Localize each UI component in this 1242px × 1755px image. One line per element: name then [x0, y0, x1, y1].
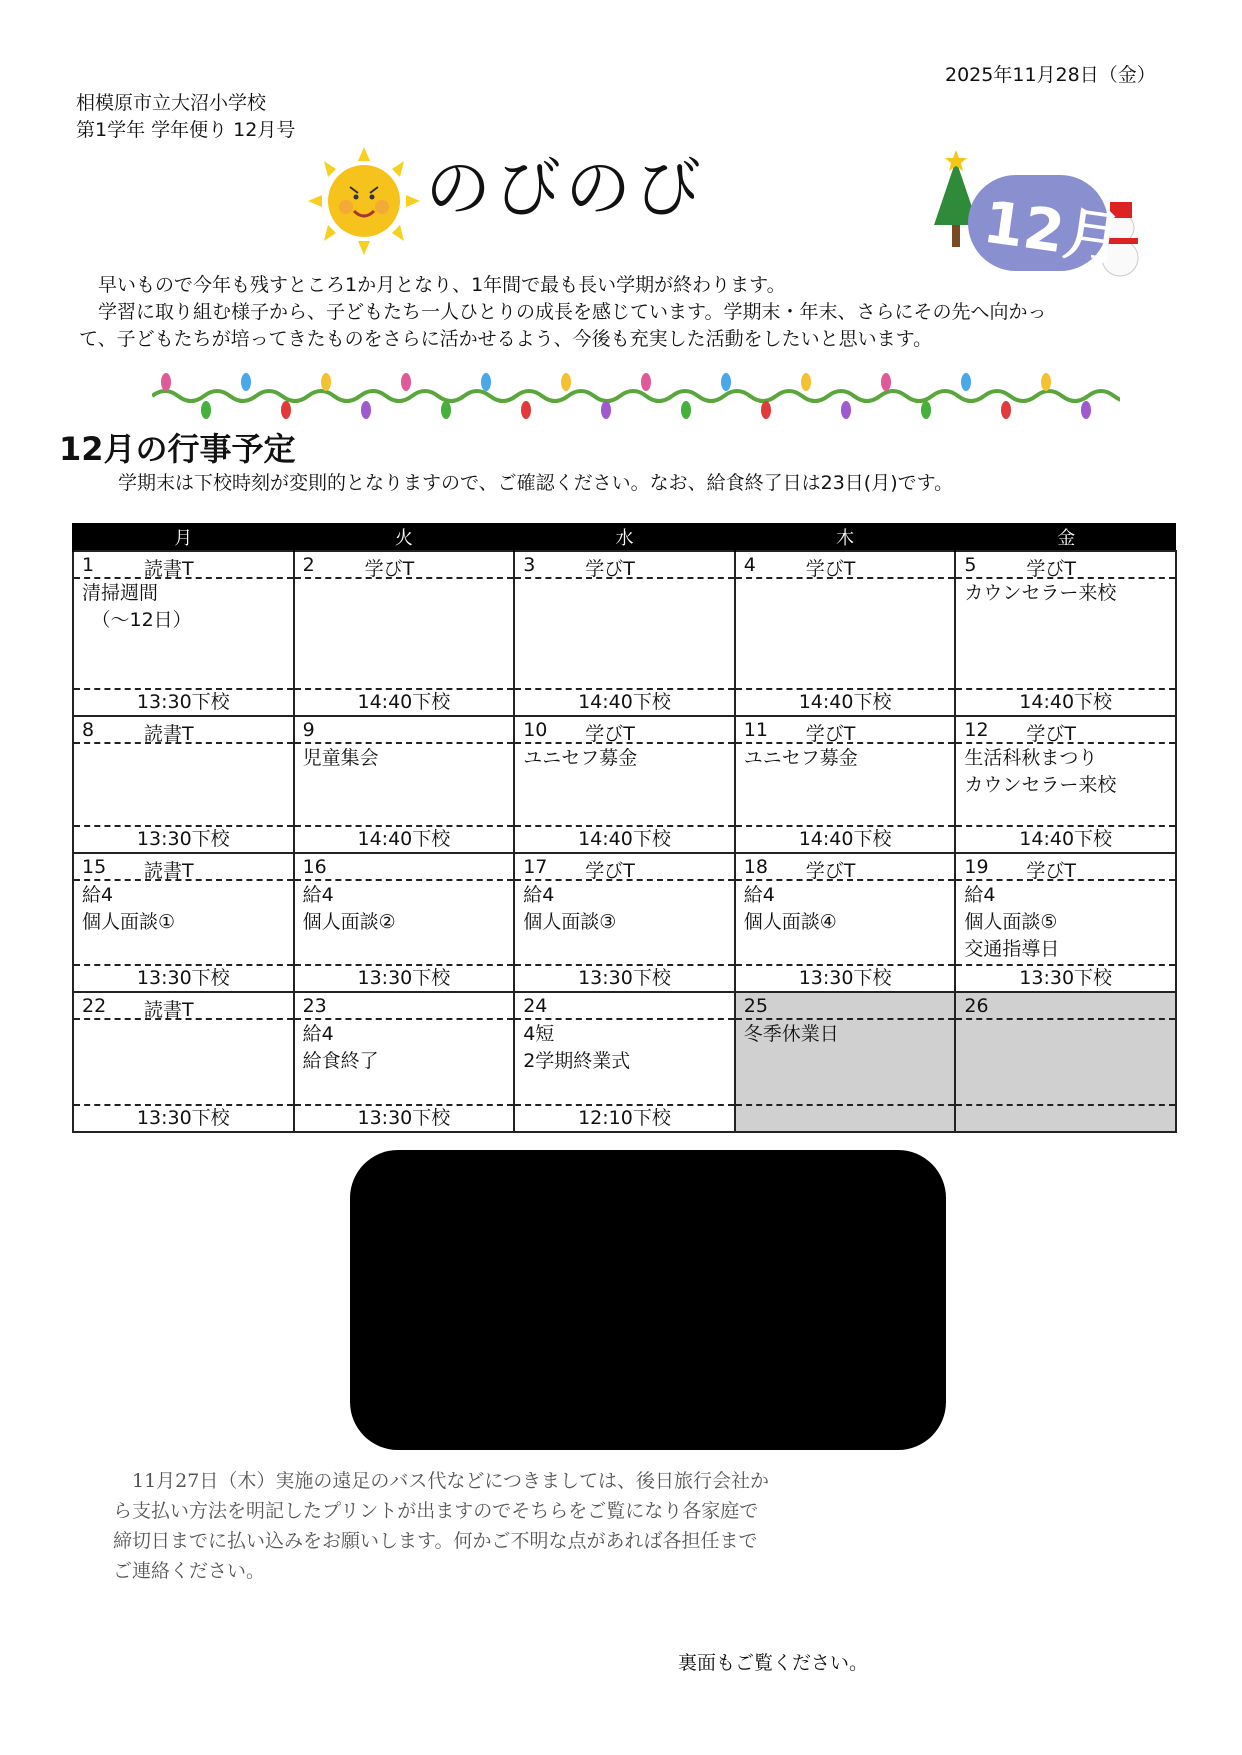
garland-bulb — [281, 401, 291, 419]
calendar-week-row — [73, 992, 1176, 1132]
day-teacher-tag: 学びT — [585, 860, 635, 882]
garland-bulb — [921, 401, 931, 419]
garland-bulb — [641, 373, 651, 391]
day-teacher-tag: 読書T — [144, 723, 194, 745]
dismissal-time: 13:30下校 — [295, 1104, 514, 1131]
garland-bulb — [561, 373, 571, 391]
dismissal-time: 13:30下校 — [74, 825, 293, 852]
sun-icon — [308, 147, 420, 255]
intro-line: 早いもので今年も残すところ1か月となり、1年間で最も長い学期が終わります。 — [79, 274, 786, 296]
calendar-day-cell — [73, 716, 294, 853]
calendar-day-cell — [73, 992, 294, 1132]
weekday-header: 水 — [514, 523, 735, 551]
day-number: 12 — [964, 719, 989, 741]
day-teacher-tag: 学びT — [805, 723, 856, 745]
day-event: 生活科秋まつり — [964, 747, 1098, 769]
day-teacher-tag: 読書T — [144, 558, 194, 580]
day-event: カウンセラー来校 — [964, 582, 1117, 604]
day-event: 個人面談④ — [743, 911, 837, 933]
weekday-header: 木 — [735, 523, 956, 551]
day-event: 交通指導日 — [964, 938, 1060, 960]
day-number: 5 — [964, 554, 977, 576]
day-number: 1 — [82, 554, 95, 576]
badge-label: 12月 — [979, 187, 1127, 275]
calendar-day-cell — [73, 551, 294, 716]
day-event: 給食終了 — [302, 1050, 379, 1072]
weekday-header: 火 — [294, 523, 515, 551]
day-teacher-tag: 読書T — [144, 860, 194, 882]
calendar-day-cell — [955, 716, 1176, 853]
day-number: 15 — [82, 856, 107, 878]
day-event: カウンセラー来校 — [964, 774, 1117, 796]
see-reverse-note: 裏面もご覧ください。 — [678, 1652, 869, 1674]
day-event: 冬季休業日 — [743, 1023, 839, 1045]
garland-bulb — [1001, 401, 1011, 419]
dismissal-time: 13:30下校 — [74, 964, 293, 991]
dismissal-time: 14:40下校 — [736, 825, 955, 852]
garland-bulb — [761, 401, 771, 419]
dismissal-time: 13:30下校 — [515, 964, 734, 991]
school-name: 相模原市立大沼小学校 — [76, 92, 267, 114]
calendar-day-cell — [514, 853, 735, 992]
day-number: 19 — [964, 856, 989, 878]
day-number: 4 — [743, 554, 756, 576]
day-event: 給4 — [302, 1023, 334, 1045]
dismissal-time — [956, 1104, 1175, 1131]
dismissal-time: 14:40下校 — [295, 825, 514, 852]
newsletter-issue: 第1学年 学年便り 12月号 — [76, 119, 296, 141]
calendar-week-row — [73, 716, 1176, 853]
garland-wire — [152, 391, 1120, 401]
dismissal-time: 14:40下校 — [295, 688, 514, 715]
garland-bulb — [801, 373, 811, 391]
calendar-day-cell — [514, 716, 735, 853]
day-event: 個人面談① — [82, 911, 176, 933]
weekday-header-row — [73, 523, 1176, 551]
dismissal-time: 12:10下校 — [515, 1104, 734, 1131]
day-event: 清掃週間 — [82, 582, 159, 604]
garland-bulb — [601, 401, 611, 419]
calendar-day-cell — [294, 992, 515, 1132]
day-number: 25 — [743, 995, 768, 1017]
newsletter-title: のびのび — [425, 150, 705, 227]
weekday-header: 月 — [73, 523, 294, 551]
calendar-day-cell — [955, 551, 1176, 716]
garland-bulb — [161, 373, 171, 391]
intro-line: 学習に取り組む様子から、子どもたち一人ひとりの成長を感じています。学期末・年末、さらにその先へ向かっ — [79, 301, 1047, 323]
day-teacher-tag: 学びT — [585, 723, 635, 745]
schedule-note: 学期末は下校時刻が変則的となりますので、ご確認ください。なお、給食終了日は23日(月)です。 — [99, 472, 954, 494]
day-event: 給4 — [302, 884, 334, 906]
day-number: 26 — [964, 995, 989, 1017]
issue-date: 2025年11月28日（金） — [945, 64, 1156, 86]
garland-bulb — [841, 401, 851, 419]
dismissal-time: 13:30下校 — [736, 964, 955, 991]
day-teacher-tag: 学びT — [805, 558, 856, 580]
intro-paragraph — [79, 272, 1179, 353]
garland-bulb — [401, 373, 411, 391]
day-number: 23 — [302, 995, 327, 1017]
day-number: 11 — [743, 719, 768, 741]
day-teacher-tag: 学びT — [1026, 860, 1076, 882]
calendar-day-cell — [73, 853, 294, 992]
calendar-day-cell — [955, 853, 1176, 992]
day-event: （～12日） — [82, 609, 192, 631]
garland-bulb — [1041, 373, 1051, 391]
day-event: 児童集会 — [302, 747, 379, 769]
day-event: 4短 — [523, 1023, 555, 1045]
dismissal-time: 13:30下校 — [956, 964, 1175, 991]
day-event: ユニセフ募金 — [523, 747, 638, 769]
day-number: 3 — [523, 554, 536, 576]
dismissal-time — [736, 1104, 955, 1131]
calendar-day-cell — [514, 992, 735, 1132]
redacted-image-block — [350, 1150, 946, 1450]
calendar-day-cell — [735, 716, 956, 853]
calendar-day-cell — [955, 992, 1176, 1132]
garland-bulb — [961, 373, 971, 391]
day-teacher-tag: 学びT — [1026, 558, 1076, 580]
day-teacher-tag: 学びT — [805, 860, 856, 882]
garland-bulb — [201, 401, 211, 419]
dismissal-time: 14:40下校 — [956, 825, 1175, 852]
day-number: 24 — [523, 995, 548, 1017]
calendar-day-cell — [294, 853, 515, 992]
dismissal-time: 13:30下校 — [295, 964, 514, 991]
day-number: 10 — [523, 719, 548, 741]
day-event: 給4 — [82, 884, 114, 906]
dismissal-time: 14:40下校 — [736, 688, 955, 715]
calendar-week-row — [73, 853, 1176, 992]
december-badge-illustration — [926, 150, 1148, 278]
day-teacher-tag: 学びT — [1026, 723, 1076, 745]
day-teacher-tag: 読書T — [144, 999, 194, 1021]
calendar-week-row — [73, 551, 1176, 716]
day-number: 8 — [82, 719, 95, 741]
dismissal-time: 14:40下校 — [515, 688, 734, 715]
day-event: 2学期終業式 — [523, 1050, 631, 1072]
calendar-day-cell — [735, 853, 956, 992]
calendar-day-cell — [735, 992, 956, 1132]
garland-bulb — [721, 373, 731, 391]
day-number: 9 — [302, 719, 315, 741]
calendar-day-cell — [294, 716, 515, 853]
dismissal-time: 14:40下校 — [515, 825, 734, 852]
intro-line: て、子どもたちが培ってきたものをさらに活かせるよう、今後も充実した活動をしたいと思います。 — [79, 328, 933, 350]
day-event: 個人面談③ — [523, 911, 617, 933]
payment-notice: 11月27日（木）実施の遠足のバス代などにつきましては、後日旅行会社から支払い方法を明記したプリントが出ますのでそちらをご覧になり各家庭で締切日までに払い込みをお願いします。何かご不明な点があれば各担任までご連絡ください。 — [113, 1470, 769, 1582]
garland-bulb — [361, 401, 371, 419]
dismissal-time: 14:40下校 — [956, 688, 1175, 715]
day-event: 給4 — [964, 884, 996, 906]
light-garland-decoration — [152, 372, 1120, 420]
day-event: 給4 — [743, 884, 775, 906]
day-teacher-tag: 学びT — [364, 558, 415, 580]
day-event: 個人面談⑤ — [964, 911, 1058, 933]
day-event: 給4 — [523, 884, 555, 906]
schedule-heading: 12月の行事予定 — [59, 430, 296, 468]
day-event: ユニセフ募金 — [743, 747, 858, 769]
garland-bulb — [441, 401, 451, 419]
day-number: 17 — [523, 856, 548, 878]
garland-bulb — [681, 401, 691, 419]
day-event: 個人面談② — [302, 911, 396, 933]
garland-bulb — [521, 401, 531, 419]
calendar-day-cell — [514, 551, 735, 716]
calendar-day-cell — [294, 551, 515, 716]
day-teacher-tag: 学びT — [585, 558, 635, 580]
day-number: 22 — [82, 995, 107, 1017]
garland-bulb — [481, 373, 491, 391]
garland-bulb — [1081, 401, 1091, 419]
day-number: 2 — [302, 554, 315, 576]
garland-bulb — [241, 373, 251, 391]
dismissal-time: 13:30下校 — [74, 688, 293, 715]
schedule-calendar — [72, 523, 1177, 1133]
calendar-day-cell — [735, 551, 956, 716]
weekday-header: 金 — [955, 523, 1176, 551]
day-number: 16 — [302, 856, 327, 878]
day-number: 18 — [743, 856, 768, 878]
dismissal-time: 13:30下校 — [74, 1104, 293, 1131]
garland-bulb — [321, 373, 331, 391]
garland-bulb — [881, 373, 891, 391]
